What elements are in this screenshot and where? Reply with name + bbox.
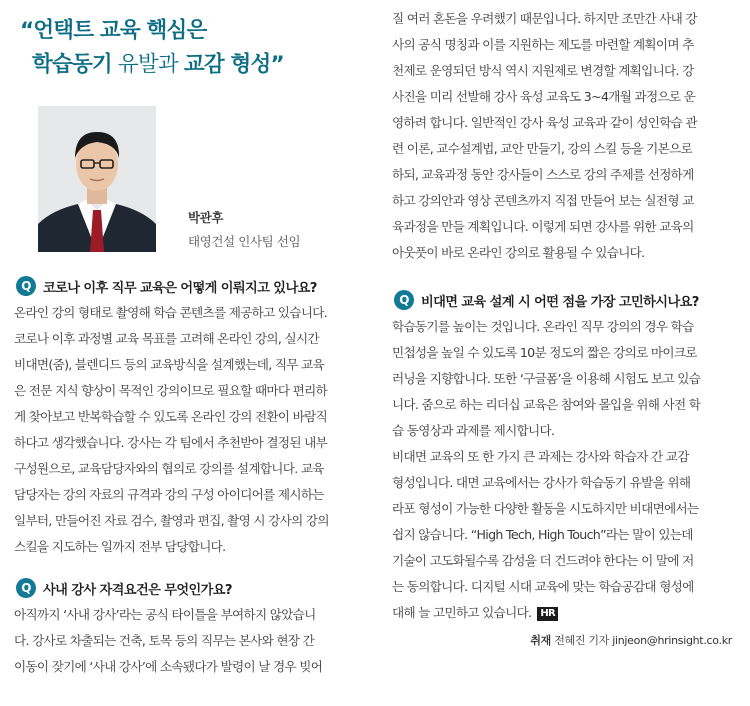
- byline-label: 취재: [530, 634, 552, 647]
- answer-line: 온라인 강의 형태로 촬영해 학습 콘텐츠를 제공하고 있습니다.: [14, 305, 328, 320]
- headline-bold-1: 학습동기: [32, 52, 112, 77]
- answer-line: 담당자는 강의 자료의 규격과 강의 구성 아이디어를 제시하는: [14, 487, 324, 502]
- answer-line: 질 여러 혼돈을 우려했기 때문입니다. 하지만 조만간 사내 강: [392, 11, 697, 26]
- answer-line: 습 동영상과 과제를 제시합니다.: [392, 423, 555, 438]
- qa-block-2: [14, 576, 364, 680]
- interviewee-photo: [38, 106, 156, 252]
- question-1-text: 코로나 이후 직무 교육은 어떻게 이뤄지고 있나요?: [43, 280, 317, 296]
- answer-line: 하다고 생각했습니다. 강사는 각 팀에서 추천받아 결정된 내부: [14, 435, 328, 450]
- byline-text: 전혜진 기자 jinjeon@hrinsight.co.kr: [551, 634, 732, 647]
- answer-3: [392, 314, 742, 626]
- headline-bold-2: 교감 형성: [183, 52, 271, 77]
- answer-line: 코로나 이후 과정별 교육 목표를 고려해 온라인 강의, 실시간: [14, 331, 319, 346]
- question-3-text: 비대면 교육 설계 시 어떤 점을 가장 고민하시나요?: [421, 294, 699, 310]
- answer-line: 련 이론, 교수설계법, 교안 만들기, 강의 스킬 등을 기본으로: [392, 141, 693, 156]
- interviewee-info: [188, 208, 300, 250]
- answer-line: 쉽지 않습니다. “High Tech, High Touch”라는 말이 있는데: [392, 527, 693, 542]
- interviewee-role: 태영건설 인사팀 선임: [188, 234, 301, 249]
- headline-line1: “언택트 교육 핵심은: [20, 18, 207, 43]
- answer-line: 하되, 교육과정 동안 강사들이 스스로 강의 주제를 선정하게: [392, 167, 694, 182]
- answer-2: [14, 602, 364, 680]
- answer-last-line: [392, 600, 742, 626]
- answer-line: 기술이 고도화될수록 감성을 더 건드려야 한다는 이 말에 저: [392, 553, 694, 568]
- question-3: [394, 288, 742, 312]
- answer-line: 스킬을 지도하는 일까지 전부 담당합니다.: [14, 539, 226, 554]
- hr-end-badge: HR: [537, 607, 558, 621]
- left-column: [14, 0, 364, 680]
- question-1: [16, 274, 364, 298]
- qa-block-3: [392, 288, 742, 648]
- answer-line: 천제로 운영되던 방식 역시 지원제로 변경할 계획입니다. 강: [392, 63, 694, 78]
- answer-line: 형성입니다. 대면 교육에서는 강사가 학습동기 유발을 위해: [392, 475, 691, 490]
- q-badge: Q: [16, 276, 36, 296]
- question-2: [16, 576, 364, 600]
- answer-line: 사진을 미리 선발해 강사 육성 교육도 3~4개월 과정으로 운: [392, 89, 696, 104]
- answer-line: 아웃풋이 바로 온라인 강의로 활용될 수 있습니다.: [392, 245, 645, 260]
- qa-block-1: [14, 274, 364, 560]
- q-badge: Q: [16, 578, 36, 598]
- answer-line: 비대면 교육의 또 한 가지 큰 과제는 강사와 학습자 간 교감: [392, 449, 689, 464]
- q-badge: Q: [394, 290, 414, 310]
- answer-2-continued: [392, 6, 742, 266]
- headline-regular: 유발과: [111, 52, 184, 77]
- answer-line: 러닝을 지향합니다. 또한 ‘구글폼’을 이용해 시험도 보고 있습: [392, 371, 701, 386]
- answer-line: 비대면(줌), 블렌디드 등의 교육방식을 설계했는데, 직무 교육: [14, 357, 325, 372]
- interviewee-name: 박관후: [188, 210, 224, 225]
- answer-line: 영하려 합니다. 일반적인 강사 육성 교육과 같이 성인학습 관: [392, 115, 697, 130]
- answer-1: [14, 300, 364, 560]
- answer-last-text: 대해 늘 고민하고 있습니다.: [392, 605, 532, 620]
- answer-line: 구성원으로, 교육담당자와의 협의로 강의를 설계합니다. 교육: [14, 461, 324, 476]
- question-2-text: 사내 강사 자격요건은 무엇인가요?: [43, 582, 232, 598]
- answer-line: 민첩성을 높일 수 있도록 10분 정도의 짧은 강의로 마이크로: [392, 345, 697, 360]
- answer-line: 사의 공식 명칭과 이를 지원하는 제도를 마련할 계획이며 추: [392, 37, 694, 52]
- answer-line: 라포 형성이 가능한 다양한 활동을 시도하지만 비대면에서는: [392, 501, 699, 516]
- answer-line: 육과정을 만들 계획입니다. 이렇게 되면 강사를 위한 교육의: [392, 219, 694, 234]
- answer-line: 는 동의합니다. 디지털 시대 교육에 맞는 학습공감대 형성에: [392, 579, 694, 594]
- answer-line: 은 전문 지식 향상이 목적인 강의이므로 필요할 때마다 편리하: [14, 383, 328, 398]
- answer-line: 아직까지 ‘사내 강사’라는 공식 타이틀을 부여하지 않았습니: [14, 607, 316, 622]
- right-column: [392, 0, 742, 648]
- interviewee-profile: [38, 106, 364, 254]
- answer-line: 하고 강의안과 영상 콘텐츠까지 직접 만들어 보는 실전형 교: [392, 193, 694, 208]
- answer-line: 다. 강사로 차출되는 건축, 토목 등의 직무는 본사와 현장 간: [14, 633, 315, 648]
- article-headline: [20, 14, 364, 82]
- answer-line: 이동이 잦기에 ‘사내 강사’에 소속됐다가 발령이 날 경우 빚어: [14, 659, 323, 674]
- answer-line: 니다. 줌으로 하는 리더십 교육은 참여와 몰입을 위해 사전 학: [392, 397, 701, 412]
- headline-end-quote: ”: [270, 52, 284, 77]
- byline: [392, 632, 742, 648]
- answer-line: 일부터, 만들어진 자료 검수, 촬영과 편집, 촬영 시 강사의 강의: [14, 513, 329, 528]
- answer-line: 게 찾아보고 반복학습할 수 있도록 온라인 강의 전환이 바람직: [14, 409, 328, 424]
- answer-line: 학습동기를 높이는 것입니다. 온라인 직무 강의의 경우 학습: [392, 319, 694, 334]
